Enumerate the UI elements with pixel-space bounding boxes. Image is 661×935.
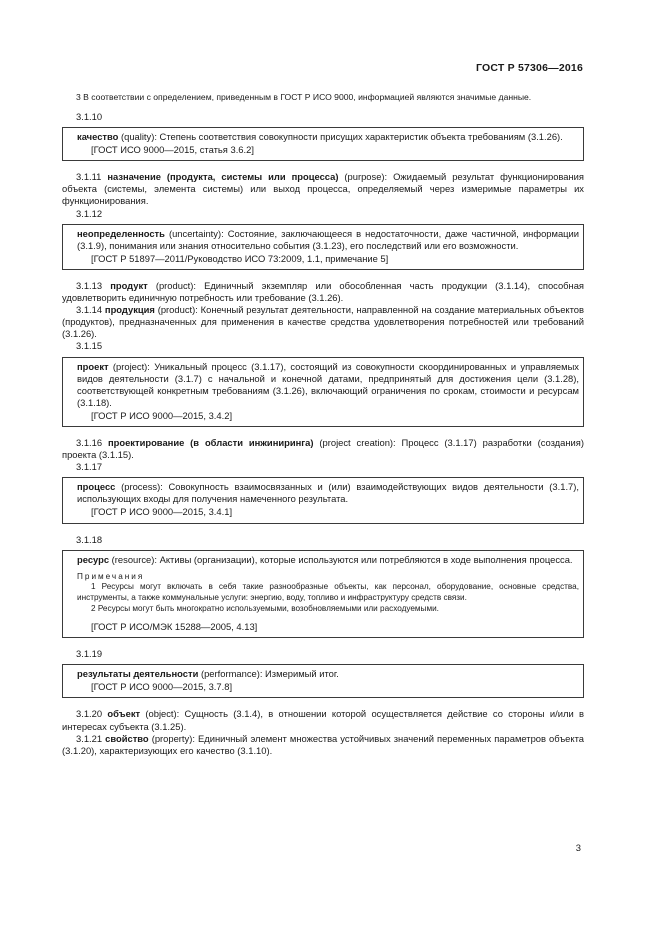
source-reference: [ГОСТ Р ИСО 9000—2015, 3.4.2]	[91, 409, 233, 421]
definition-text: (product): Конечный результат деятельности, направленной на создание материальных объектов (продуктов), предназначенных для применения в качестве средства удовлетворения потребностей или требований (3.1.26).	[62, 304, 584, 340]
page-number: 3	[575, 842, 581, 853]
section-number: 3.1.18	[76, 533, 103, 545]
definition-box-quality	[62, 127, 584, 161]
definition-text: (property): Единичный элемент множества устойчивых значений переменных параметров объекта (3.1.20), характеризующих его качество (3.1.10).	[62, 732, 584, 756]
definition-box-resource	[62, 550, 584, 639]
term: результаты деятельности	[77, 668, 199, 680]
note-1: 1 Ресурсы могут включать в себя такие разнообразные объекты, как персонал, оборудование, основные средства, инструменты, а также коммунальные услуги: энергию, воду, топливо и инфраструктуру средств связи.	[77, 582, 579, 602]
definition-project-creation	[62, 437, 584, 461]
definition-text: (resource): Активы (организации), которые используются или потребляются в ходе выполнения процесса.	[109, 553, 573, 565]
term: качество	[77, 131, 119, 143]
definition-property	[62, 733, 584, 757]
term: проектирование (в области инжиниринга)	[107, 436, 314, 448]
definition-box-process	[62, 477, 584, 523]
section-number: 3.1.20	[76, 708, 103, 720]
notes-block	[77, 572, 579, 614]
term: проект	[77, 360, 109, 372]
source-reference: [ГОСТ Р ИСО 9000—2015, 3.7.8]	[91, 681, 233, 693]
note-2: 2 Ресурсы могут быть многократно используемыми, возобновляемыми или расходуемыми.	[91, 603, 439, 613]
section-number: 3.1.12	[76, 207, 103, 219]
term: ресурс	[77, 553, 110, 565]
document-header: ГОСТ Р 57306—2016	[475, 62, 583, 74]
section-number: 3.1.19	[76, 648, 103, 660]
section-number: 3.1.14	[76, 304, 103, 316]
definition-text: (product): Единичный экземпляр или обособленная часть продукции (3.1.14), способная удовлетворить единичную потребность или требование (3.1.26).	[62, 279, 584, 304]
definition-production	[62, 304, 584, 340]
definition-text: (object): Сущность (3.1.4), в отношении которой осуществляется действие со стороны и/или в интересах субъекта (3.1.25).	[62, 708, 584, 732]
source-reference: [ГОСТ Р ИСО 9000—2015, 3.4.1]	[91, 506, 233, 518]
section-number: 3.1.10	[76, 111, 103, 122]
definition-text: (performance): Измеримый итог.	[198, 668, 339, 680]
intro-note: 3 В соответствии с определением, приведенным в ГОСТ Р ИСО 9000, информацией являются значимые данные.	[76, 92, 532, 102]
section-number: 3.1.15	[76, 340, 103, 352]
definition-text: (quality): Степень соответствия совокупности присущих характеристик объекта требованиям (3.1.26).	[118, 131, 563, 143]
section-number: 3.1.13	[76, 279, 103, 291]
definition-object	[62, 708, 584, 732]
definition-text: (process): Совокупность взаимосвязанных и (или) взаимодействующих видов деятельности (3.1.7), использующих входы для получения намеченного результата.	[77, 481, 579, 505]
term: неопределенность	[77, 227, 165, 239]
term: продукт	[110, 279, 148, 291]
source-reference: [ГОСТ Р 51897—2011/Руководство ИСО 73:2009, 1.1, примечание 5]	[91, 252, 389, 264]
section-number: 3.1.17	[76, 461, 103, 473]
definition-text: (project creation): Процесс (3.1.17) разработки (создания) проекта (3.1.15).	[62, 436, 584, 461]
definition-product	[62, 280, 584, 304]
definition-box-uncertainty	[62, 224, 584, 270]
definition-text: (project): Уникальный процесс (3.1.17), состоящий из совокупности скоординированных и управляемых видов деятельности (3.1.7) с начальной и конечной датами, предпринятый для достижения цели (3.1.28), соответствующей конкретным требованиям (3.1.26), включающий ограничения по срокам, стоимости и ресурсам (3.1.18).	[77, 360, 579, 408]
section-number: 3.1.21	[76, 732, 103, 744]
term: процесс	[77, 481, 116, 493]
source-reference: [ГОСТ Р ИСО/МЭК 15288—2005, 4.13]	[91, 621, 258, 633]
page-content	[62, 92, 584, 757]
definition-text: (purpose): Ожидаемый результат функционирования объекта (системы, элемента системы) или выход процесса, определяемый через измеримые параметры их функционирования.	[62, 171, 584, 207]
source-reference: [ГОСТ ИСО 9000—2015, статья 3.6.2]	[91, 144, 254, 156]
definition-purpose	[62, 171, 584, 207]
term: продукция	[104, 304, 155, 316]
definition-text: (uncertainty): Состояние, заключающееся в недостаточности, даже частичной, информации (3.1.9), понимания или знания относительно события (3.1.23), его последствий или его возможности.	[77, 227, 579, 251]
section-number: 3.1.11	[76, 171, 102, 183]
notes-title: Примечания	[77, 571, 145, 581]
term: назначение (продукта, системы или процесса)	[107, 171, 339, 183]
definition-box-project	[62, 357, 584, 427]
section-number: 3.1.16	[76, 436, 103, 448]
definition-box-performance	[62, 664, 584, 698]
term: свойство	[105, 732, 149, 744]
term: объект	[107, 708, 141, 720]
